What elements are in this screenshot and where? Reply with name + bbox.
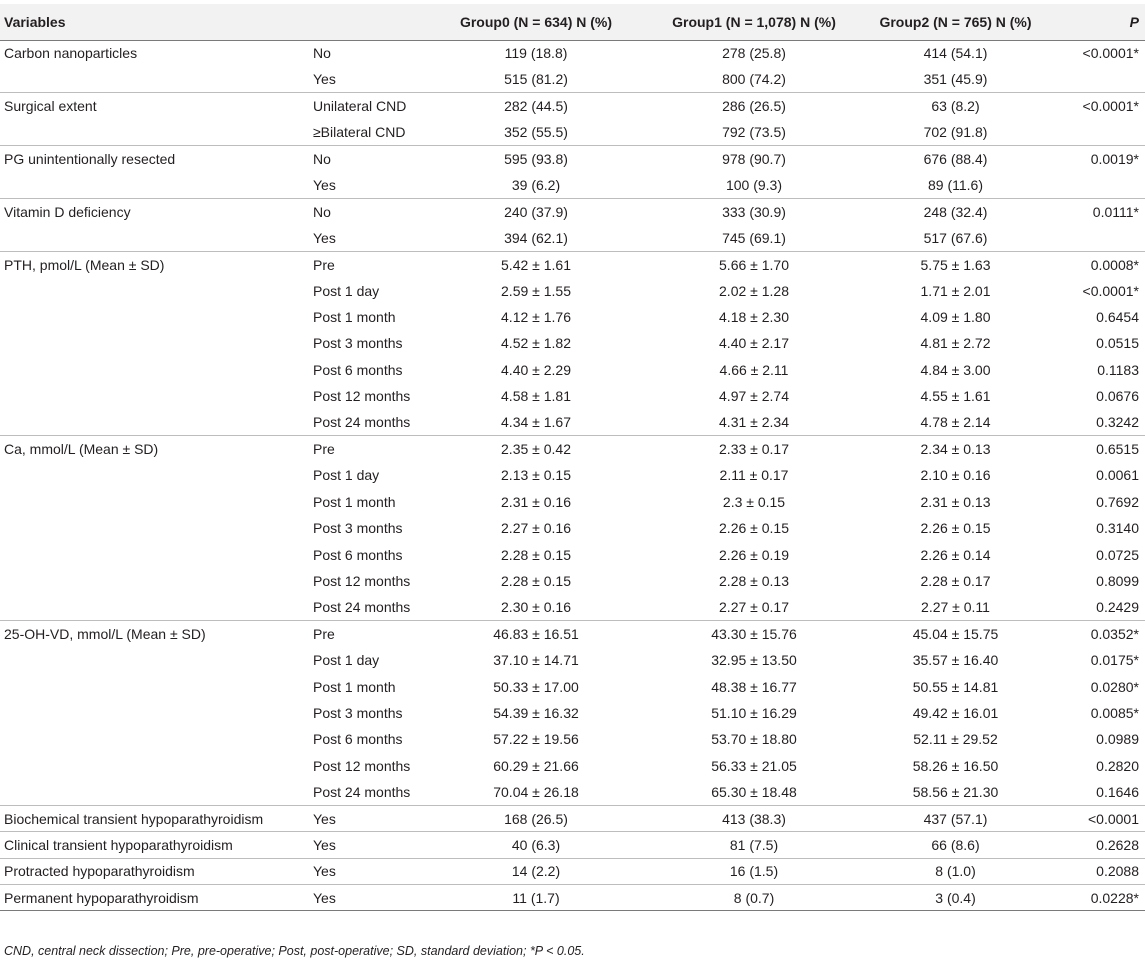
cell-variable [0,647,305,673]
table-body [0,40,1145,911]
header-p-value: P [1048,4,1145,40]
cell-group2: 49.42 ± 16.01 [912,704,999,721]
cell-subcategory: Post 12 months [313,388,411,405]
table-row [0,568,1145,594]
cell-subcategory: Post 1 day [313,652,380,669]
cell-group2: 702 (91.8) [923,124,988,141]
cell-group2: 4.81 ± 2.72 [920,335,991,352]
cell-group1: 4.31 ± 2.34 [719,414,789,431]
table-row [0,594,1145,620]
cell-p-value: 0.2628 [1048,832,1145,858]
cell-group1: 2.33 ± 0.17 [645,436,863,462]
cell-group0: 46.83 ± 16.51 [427,621,645,647]
cell-variable: 25-OH-VD, mmol/L (Mean ± SD) [0,621,305,647]
cell-subcategory: Post 3 months [313,335,403,352]
cell-variable [0,357,305,383]
cell-p-value: 0.0352* [1048,621,1145,647]
cell-group0: 394 (62.1) [504,229,568,246]
cell-variable [0,462,305,488]
cell-group2: 2.26 ± 0.15 [920,520,991,537]
cell-p-value: 0.6515 [1048,436,1145,462]
table-row [0,436,1145,462]
cell-group1: 48.38 ± 16.77 [711,678,797,695]
cell-p-value [1048,172,1145,198]
cell-group0: 2.27 ± 0.16 [501,520,571,537]
table-row [0,225,1145,251]
cell-group0: 2.30 ± 0.16 [501,599,571,616]
cell-group0: 4.40 ± 2.29 [501,361,571,378]
cell-variable [0,304,305,330]
cell-variable [0,673,305,699]
cell-p-value: 0.2088 [1048,858,1145,884]
cell-group2: 4.09 ± 1.80 [920,309,991,326]
cell-group2: 2.26 ± 0.14 [920,546,991,563]
table-footnote: CND, central neck dissection; Pre, pre-operative; Post, post-operative; SD, standard deviation; *P < 0.05. [4,944,585,958]
table-row [0,541,1145,567]
cell-variable [0,119,305,145]
cell-group2: 517 (67.6) [923,229,988,246]
table-row [0,278,1145,304]
table-row [0,119,1145,145]
cell-group1: 800 (74.2) [722,71,786,88]
cell-p-value [1048,225,1145,251]
cell-p-value: 0.0111* [1048,198,1145,224]
table-row [0,40,1145,66]
cell-group0: 4.34 ± 1.67 [501,414,571,431]
cell-group2: 351 (45.9) [923,71,988,88]
cell-variable [0,594,305,620]
header-group0: Group0 (N = 634) N (%) [427,4,645,40]
cell-variable [0,383,305,409]
cell-variable: Permanent hypoparathyroidism [0,885,305,911]
cell-p-value: <0.0001* [1048,93,1145,119]
table-row [0,489,1145,515]
cell-group0: 595 (93.8) [427,146,645,172]
cell-p-value: <0.0001* [1082,45,1139,62]
table-row [0,621,1145,647]
cell-subcategory: Yes [313,71,336,88]
header-row [0,4,1145,40]
cell-group2: 2.10 ± 0.16 [920,467,991,484]
cell-group1: 51.10 ± 16.29 [711,704,797,721]
cell-subcategory: Post 12 months [313,573,411,589]
cell-p-value: 0.8099 [1096,573,1139,589]
cell-subcategory: Post 1 month [313,309,396,326]
cell-p-value: 0.2429 [1096,599,1139,616]
cell-group0: 2.28 ± 0.15 [501,573,571,589]
cell-p-value: 0.0061 [1096,467,1139,484]
cell-variable [0,541,305,567]
cell-group1: 4.18 ± 2.30 [719,309,789,326]
cell-variable [0,409,305,435]
cell-p-value: 0.0019* [1048,146,1145,172]
cell-subcategory: Post 24 months [313,414,411,431]
cell-variable [0,330,305,356]
cell-p-value: 0.0085* [1090,704,1139,721]
cell-subcategory: Post 24 months [313,783,411,800]
cell-group0: 2.28 ± 0.15 [501,546,571,563]
cell-p-value: 0.0280* [1090,678,1139,695]
table-row [0,357,1145,383]
cell-group0: 4.52 ± 1.82 [501,335,571,352]
cell-p-value: 0.1646 [1096,783,1139,800]
cell-subcategory: Post 12 months [313,757,411,774]
cell-p-value: 0.7692 [1096,493,1139,510]
cell-group0: 515 (81.2) [504,71,568,88]
cell-group2: 35.57 ± 16.40 [912,652,999,669]
cell-group0: 57.22 ± 19.56 [493,731,579,748]
cell-group1: 2.27 ± 0.17 [719,599,789,616]
cell-p-value: 0.1183 [1097,361,1139,378]
cell-subcategory: Pre [305,251,427,277]
cell-group1: 2.02 ± 1.28 [719,282,789,299]
cell-group0: 119 (18.8) [504,45,568,62]
cell-group0: 2.31 ± 0.16 [501,493,571,510]
cell-p-value: <0.0001* [1082,282,1139,299]
cell-group2: 437 (57.1) [863,805,1048,831]
table-row [0,858,1145,884]
cell-group2: 676 (88.4) [863,146,1048,172]
cell-group1: 8 (0.7) [645,885,863,911]
cell-group1: 286 (26.5) [645,93,863,119]
cell-p-value: 0.3140 [1096,520,1139,537]
cell-p-value: <0.0001 [1048,805,1145,831]
cell-group0: 4.58 ± 1.81 [501,388,571,405]
cell-subcategory: No [305,146,427,172]
cell-group1: 5.66 ± 1.70 [645,251,863,277]
cell-group0: 60.29 ± 21.66 [493,757,579,774]
cell-group0: 4.12 ± 1.76 [501,309,571,326]
cell-group0: 37.10 ± 14.71 [493,652,579,669]
cell-subcategory: Yes [305,858,427,884]
cell-group2: 58.26 ± 16.50 [912,757,999,774]
table-row [0,93,1145,119]
header-group2: Group2 (N = 765) N (%) [863,4,1048,40]
cell-group1: 2.26 ± 0.19 [719,546,789,563]
cell-group2: 8 (1.0) [863,858,1048,884]
cell-variable [0,225,305,251]
cell-variable: Ca, mmol/L (Mean ± SD) [0,436,305,462]
table-row [0,146,1145,172]
cell-group1: 413 (38.3) [645,805,863,831]
cell-p-value [1048,66,1145,92]
cell-subcategory: Post 6 months [313,361,403,378]
table-row [0,753,1145,779]
table-row [0,832,1145,858]
cell-group0: 54.39 ± 16.32 [493,704,579,721]
cell-group2: 66 (8.6) [863,832,1048,858]
cell-subcategory: Post 1 day [313,467,380,484]
cell-group2: 1.71 ± 2.01 [920,282,991,299]
table-row [0,726,1145,752]
cell-group1: 43.30 ± 15.76 [645,621,863,647]
cell-group2: 58.56 ± 21.30 [912,783,999,800]
cell-group2: 4.78 ± 2.14 [920,414,991,431]
table-row [0,304,1145,330]
cell-p-value: 0.3242 [1096,414,1139,431]
cell-group1: 2.26 ± 0.15 [719,520,789,537]
cell-variable: Protracted hypoparathyroidism [0,858,305,884]
cell-p-value: 0.0676 [1096,388,1139,405]
cell-subcategory: ≥Bilateral CND [313,124,406,141]
cell-group0: 50.33 ± 17.00 [493,678,579,695]
cell-group1: 81 (7.5) [645,832,863,858]
cell-variable [0,515,305,541]
cell-subcategory: Yes [305,832,427,858]
cell-variable [0,700,305,726]
cell-subcategory: Unilateral CND [305,93,427,119]
cell-subcategory: Yes [313,176,336,193]
table-row [0,172,1145,198]
cell-group0: 70.04 ± 26.18 [493,783,579,800]
cell-variable: Clinical transient hypoparathyroidism [0,832,305,858]
data-table [0,4,1145,911]
cell-group1: 792 (73.5) [722,124,786,141]
cell-variable [0,779,305,805]
table-row [0,700,1145,726]
cell-variable: Surgical extent [0,93,305,119]
table-row [0,409,1145,435]
cell-p-value [1048,119,1145,145]
cell-group1: 978 (90.7) [645,146,863,172]
cell-variable [0,278,305,304]
cell-subcategory: Pre [305,621,427,647]
cell-group1: 4.40 ± 2.17 [719,335,789,352]
cell-variable: PG unintentionally resected [0,146,305,172]
cell-p-value: 0.0228* [1048,885,1145,911]
cell-group0: 2.35 ± 0.42 [427,436,645,462]
cell-group1: 65.30 ± 18.48 [711,783,797,800]
table-row [0,647,1145,673]
cell-group1: 333 (30.9) [645,198,863,224]
cell-subcategory: No [305,198,427,224]
cell-group2: 4.84 ± 3.00 [920,361,991,378]
cell-group2: 4.55 ± 1.61 [920,388,991,405]
cell-subcategory: Post 1 month [313,678,396,695]
cell-group1: 100 (9.3) [725,176,783,193]
cell-subcategory: No [313,45,331,62]
cell-group0: 40 (6.3) [427,832,645,858]
cell-variable: Vitamin D deficiency [0,198,305,224]
cell-group2: 248 (32.4) [863,198,1048,224]
cell-group0: 282 (44.5) [427,93,645,119]
cell-group1: 2.11 ± 0.17 [719,467,789,484]
header-variables: Variables [0,4,305,40]
cell-subcategory: Post 1 month [313,493,396,510]
cell-group0: 2.59 ± 1.55 [501,282,571,299]
cell-subcategory: Post 6 months [313,546,403,563]
cell-subcategory: Post 24 months [313,599,411,616]
cell-group2: 2.28 ± 0.17 [920,573,991,589]
cell-subcategory: Post 1 day [313,282,380,299]
cell-subcategory: Yes [313,229,336,246]
cell-group0: 168 (26.5) [427,805,645,831]
cell-variable: Carbon nanoparticles [4,45,138,62]
cell-subcategory: Yes [305,885,427,911]
cell-subcategory: Yes [305,805,427,831]
cell-group2: 2.27 ± 0.11 [921,599,990,616]
cell-variable [0,172,305,198]
cell-p-value: 0.0725 [1096,546,1139,563]
table-row [0,779,1145,805]
table-row [0,66,1145,92]
cell-p-value: 0.0175* [1090,652,1139,669]
cell-group0: 2.13 ± 0.15 [501,467,571,484]
cell-variable [0,489,305,515]
cell-group2: 5.75 ± 1.63 [863,251,1048,277]
cell-p-value: 0.0515 [1096,335,1139,352]
cell-subcategory: Post 3 months [313,520,403,537]
table-row [0,515,1145,541]
cell-variable [0,568,305,594]
cell-subcategory: Pre [305,436,427,462]
table-row [0,383,1145,409]
cell-group0: 5.42 ± 1.61 [427,251,645,277]
cell-group0: 240 (37.9) [427,198,645,224]
cell-group1: 278 (25.8) [722,45,786,62]
cell-group1: 745 (69.1) [722,229,786,246]
cell-group2: 2.31 ± 0.13 [920,493,991,510]
table-row [0,462,1145,488]
cell-variable [0,66,305,92]
cell-group1: 2.3 ± 0.15 [722,493,786,510]
cell-group1: 2.28 ± 0.13 [719,573,789,589]
cell-group1: 16 (1.5) [645,858,863,884]
cell-group1: 4.66 ± 2.11 [719,361,789,378]
cell-p-value: 0.0989 [1096,731,1139,748]
table-row [0,885,1145,911]
cell-group2: 50.55 ± 14.81 [912,678,999,695]
cell-group2: 63 (8.2) [863,93,1048,119]
table-row [0,330,1145,356]
cell-variable [0,726,305,752]
cell-subcategory: Post 6 months [313,731,403,748]
cell-group2: 3 (0.4) [863,885,1048,911]
header-group1: Group1 (N = 1,078) N (%) [645,4,863,40]
cell-group1: 53.70 ± 18.80 [711,731,797,748]
cell-group2: 414 (54.1) [923,45,988,62]
cell-variable: PTH, pmol/L (Mean ± SD) [0,251,305,277]
cell-p-value: 0.0008* [1048,251,1145,277]
cell-p-value: 0.2820 [1096,757,1139,774]
cell-group2: 2.34 ± 0.13 [863,436,1048,462]
cell-group0: 14 (2.2) [427,858,645,884]
cell-variable: Biochemical transient hypoparathyroidism [0,805,305,831]
cell-group0: 352 (55.5) [504,124,568,141]
table-row [0,673,1145,699]
cell-variable [0,753,305,779]
header-subcategory [305,4,427,40]
cell-group1: 32.95 ± 13.50 [711,652,797,669]
cell-group0: 11 (1.7) [427,885,645,911]
table-row [0,805,1145,831]
table-row [0,198,1145,224]
cell-group2: 52.11 ± 29.52 [913,731,998,748]
cell-group0: 39 (6.2) [511,176,561,193]
cell-group2: 45.04 ± 15.75 [863,621,1048,647]
cell-group1: 4.97 ± 2.74 [719,388,789,405]
table-row [0,251,1145,277]
cell-p-value: 0.6454 [1096,309,1139,326]
cell-group1: 56.33 ± 21.05 [711,757,797,774]
cell-group2: 89 (11.6) [928,176,983,193]
cell-subcategory: Post 3 months [313,704,403,721]
